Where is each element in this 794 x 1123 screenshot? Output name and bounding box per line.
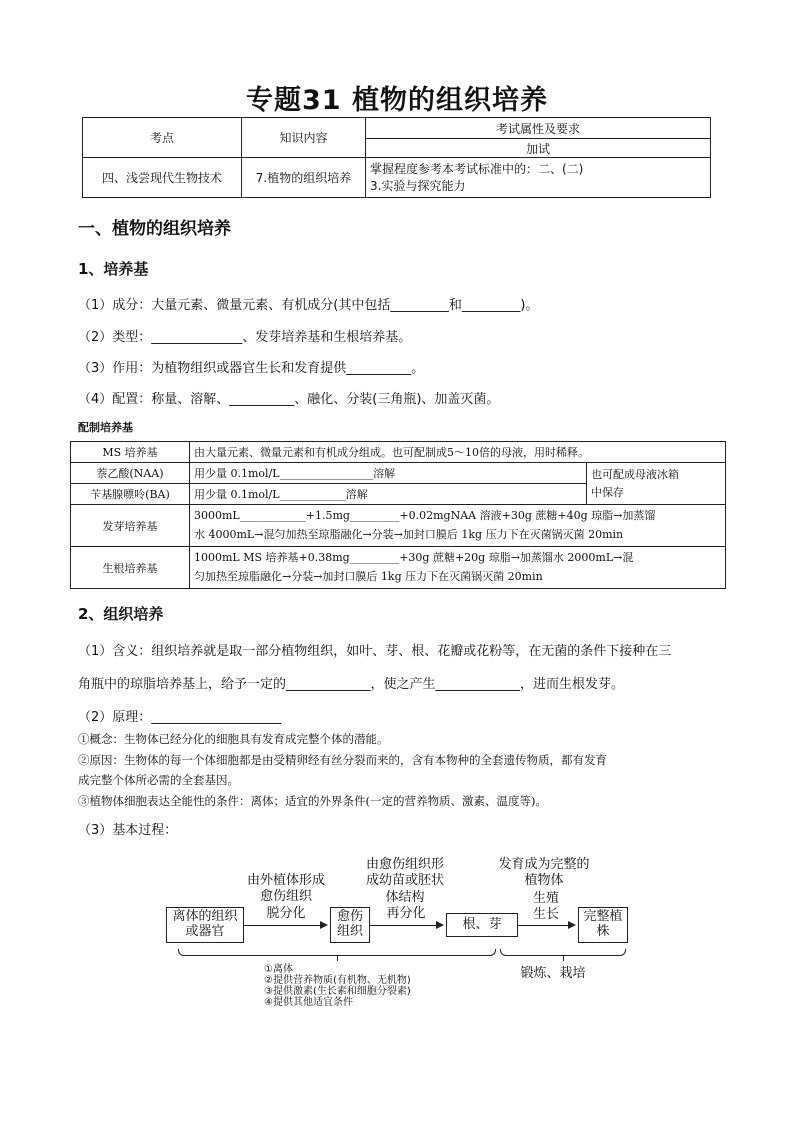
root-line1: 1000mL MS 培养基+0.38mg_________+30g 蔗糖+20g 琼脂→加蒸馏水 2000mL→混 [194,550,634,564]
cell-yaoqiu [366,158,711,198]
t2-sprout-desc [190,505,726,547]
item-type: （2）类型：______________、发芽培养基和生根培养基。 [78,330,412,345]
t2-storage-note [587,463,726,505]
label-reproduce: 生殖 [532,891,559,906]
label-redifferentiation: 再分化 [386,906,426,921]
label-explant-to-callus: 由外植体形成愈伤组织 [246,873,325,905]
arrow-grow [518,925,574,926]
label-grow: 生长 [532,907,559,922]
exam-requirement-table [82,117,711,198]
header-kaoshi: 考试属性及要求 [366,118,711,139]
box-whole-plant: 完整植株 [578,907,628,943]
t2-ba-name: 苄基腺嘌呤(BA) [71,484,190,505]
label-acclimation: 锻炼、栽培 [520,966,586,981]
sprout-line2: 水 4000mL→混匀加热至琼脂融化→分装→加封口膜后 1kg 压力下在灭菌锅灭菌 20min [194,527,624,541]
t2-root-desc [190,547,726,589]
sprout-line1: 3000mL____________+1.5mg_________+0.02mgNAA 溶液+30g 蔗糖+40g 琼脂→加蒸馏 [194,508,656,522]
storage-line1: 也可配成母液冰箱 [591,467,679,481]
t2-naa-name: 萘乙酸(NAA) [71,463,190,484]
condition-3: ③提供激素(生长素和细胞分裂素) [264,986,411,997]
header-kaodian: 考点 [83,118,242,158]
t2-root-name: 生根培养基 [71,547,190,589]
label-dedifferentiation: 脱分化 [266,906,306,921]
header-zhishi: 知识内容 [242,118,366,158]
storage-line2: 中保存 [591,485,624,499]
item-composition: （1）成分：大量元素、微量元素、有机成分(其中包括_________和_________)。 [78,298,539,313]
box-root-bud: 根、芽 [446,913,518,937]
arrow-dedifferentiation [244,925,326,926]
principle: （2）原理：____________________ [78,710,282,725]
process-heading: （3）基本过程： [78,823,178,838]
reason-line1: ②原因：生物体的每一个体细胞都是由受精卵经有丝分裂而来的，含有本物种的全套遗传物质，都有发育 [78,753,607,767]
peizhi-label: 配制培养基 [78,421,133,434]
header-jiashi: 加试 [366,139,711,158]
yaoqiu-line2: 3.实验与探究能力 [370,178,466,193]
label-callus-to-seedling: 由愈伤组织形成幼苗或胚状体结构 [365,857,444,905]
t2-ms-name: MS 培养基 [71,442,190,463]
item-preparation: （4）配置：称量、溶解、__________、融化、分装(三角瓶)、加盖灭菌。 [78,392,500,407]
box-explant: 离体的组织或器官 [166,907,244,943]
brace-conditions [178,949,496,956]
brace-acclimation [500,949,626,956]
condition-1: ①离体 [264,964,293,975]
box-callus: 愈伤组织 [330,907,370,943]
sub-heading-culture-medium: 1、培养基 [78,260,149,278]
page-title: 专题31 植物的组织培养 [246,85,548,116]
sub-heading-tissue-culture: 2、组织培养 [78,605,164,623]
cell-zhishi: 7.植物的组织培养 [242,158,366,198]
definition-line2: 角瓶中的琼脂培养基上，给予一定的_____________，使之产生_____________，进而生根发芽。 [78,677,625,692]
reason-line2: 成完整个体所必需的全套基因。 [78,773,239,787]
t2-naa-desc: 用少量 0.1mol/L_________________溶解 [190,463,587,484]
medium-preparation-table [70,441,726,589]
item-function: （3）作用：为植物组织或器官生长和发育提供__________。 [78,361,425,376]
t2-ms-desc: 由大量元素、微量元素和有机成分组成。也可配制成5～10倍的母液，用时稀释。 [190,442,726,463]
arrow-redifferentiation [370,925,442,926]
condition-4: ④提供其他适宜条件 [264,997,353,1008]
label-to-whole-plant: 发育成为完整的植物体 [498,857,590,889]
t2-sprout-name: 发芽培养基 [71,505,190,547]
condition-note: ③植物体细胞表达全能性的条件：离体；适宜的外界条件(一定的营养物质、激素、温度等)。 [78,794,547,808]
cell-kaodian: 四、浅尝现代生物技术 [83,158,242,198]
yaoqiu-line1: 掌握程度参考本考试标准中的：二、(二) [370,161,584,176]
root-line2: 匀加热至琼脂融化→分装→加封口膜后 1kg 压力下在灭菌锅灭菌 20min [194,569,543,583]
section-heading-1: 一、植物的组织培养 [78,219,231,239]
concept-note: ①概念：生物体已经分化的细胞具有发育成完整个体的潜能。 [78,732,389,746]
t2-ba-desc: 用少量 0.1mol/L____________溶解 [190,484,587,505]
condition-2: ②提供营养物质(有机物、无机物) [264,975,411,986]
definition-line1: （1）含义：组织培养就是取一部分植物组织，如叶、芽、根、花瓣或花粉等，在无菌的条件下接种在三 [78,644,672,659]
